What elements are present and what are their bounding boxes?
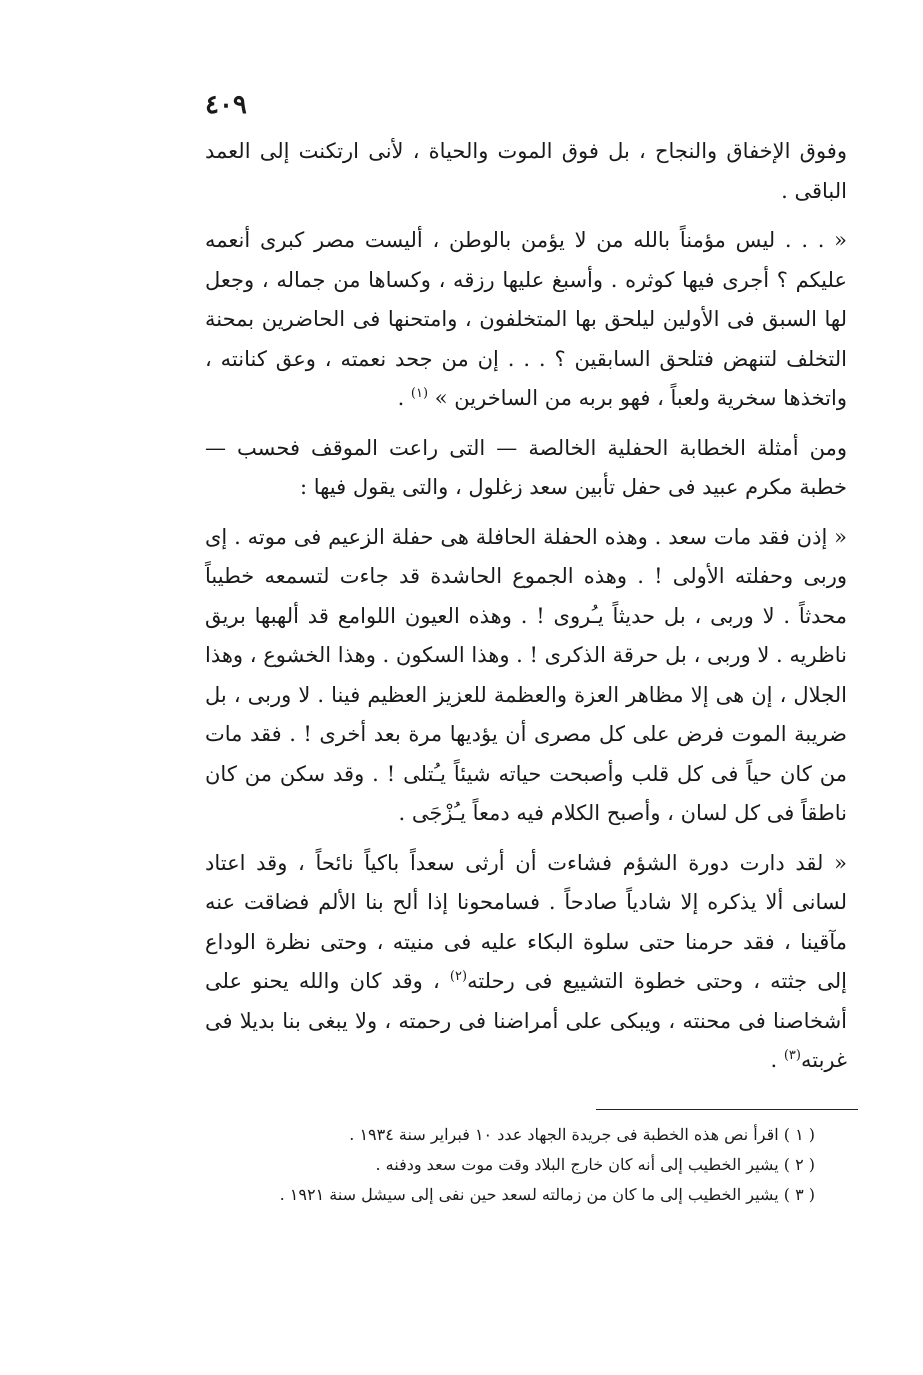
page-number: ٤٠٩ xyxy=(205,90,247,120)
footnotes xyxy=(205,1120,815,1210)
footnote-3: ( ٣ ) يشير الخطيب إلى ما كان من زمالته لسعد حين نفى إلى سيشل سنة ١٩٢١ . xyxy=(279,1185,815,1204)
paragraph-quote-lament xyxy=(205,844,847,1081)
footnote-divider xyxy=(596,1109,858,1110)
footnote-marker-3: (٣) xyxy=(783,1048,801,1063)
paragraph-text: « لقد دارت دورة الشؤم فشاءت أن أرثى سعداً باكياً نائحاً ، وقد اعتاد لسانى ألا يذكره إلا شادياً صادحاً . فسامحونا إذا ألح بنا الألم فضاقت عنه مآقينا ، فقد حرمنا حتى سلوة البكاء عليه فى منيته ، وحتى نظرة الوداع إلى جثته ، وحتى خطوة التشييع فى رحلته xyxy=(205,850,847,993)
body-text xyxy=(205,132,847,1081)
footnote-1: ( ١ ) اقرأ نص هذه الخطبة فى جريدة الجهاد عدد ١٠ فبراير سنة ١٩٣٤ . xyxy=(349,1125,815,1144)
paragraph-quote-saad-death: « إذن فقد مات سعد . وهذه الحفلة الحافلة هى حفلة الزعيم فى موته . إى وربى وحفلته الأولى ! . وهذه الجموع الحاشدة قد جاءت لتسمعه خطيباً محدثاً . لا وربى ، بل حديثاً يـُروى ! . وهذه العيون اللوامع قد ألهبها بريق ناظريه . لا وربى ، بل حرقة الذكرى ! . وهذا السكون . وهذا الخشوع ، وهذا الجلال ، إن هى إلا مظاهر العزة والعظمة للعزيز العظيم فينا . لا وربى ، بل ضريبة الموت فرض على كل مصرى أن يؤديها مرة بعد أخرى ! . فقد مات من كان حياً فى كل قلب وأصبحت حياته شيئاً يـُتلى ! . وقد سكن من كان ناطقاً فى كل لسان ، وأصبح الكلام فيه دمعاً يـُزْجَى . xyxy=(205,524,847,825)
paragraph-text: ، وقد كان والله يحنو على أشخاصنا فى محنته ، ويبكى على أمراضنا فى رحمته ، ولا يبغى بنا بديلا فى غربته xyxy=(205,969,847,1072)
paragraph-example-intro: ومن أمثلة الخطابة الحفلية الخالصة — التى راعت الموقف فحسب — خطبة مكرم عبيد فى حفل تأبين سعد زغلول ، والتى يقول فيها : xyxy=(205,435,847,499)
end-mark: . xyxy=(397,386,411,410)
paragraph-text: « . . . ليس مؤمناً بالله من لا يؤمن بالوطن ، أليست مصر كبرى أنعمه عليكم ؟ أجرى فيها كوثره . وأسبغ عليها رزقه ، وكساها من جماله ، وجعل لها السبق فى الأولين ليلحق بها المتخلفون ، وامتحنها فى الحاضرين بمحنة التخلف لتنهض فتلحق السابقين ؟ . . . إن من جحد نعمته ، وعق كنانته ، واتخذها سخرية ولعباً ، فهو بربه من الساخرين » xyxy=(205,228,847,410)
footnote-2: ( ٢ ) يشير الخطيب إلى أنه كان خارج البلاد وقت موت سعد ودفنه . xyxy=(375,1155,815,1174)
paragraph-quote-watan xyxy=(205,221,847,419)
footnote-marker-1: (١) xyxy=(410,386,429,401)
end-mark: . xyxy=(770,1048,784,1072)
footnote-marker-2: (٢) xyxy=(449,969,468,984)
paragraph-continuation: وفوق الإخفاق والنجاح ، بل فوق الموت والحياة ، لأنى ارتكنت إلى العمد الباقى . xyxy=(205,139,847,203)
